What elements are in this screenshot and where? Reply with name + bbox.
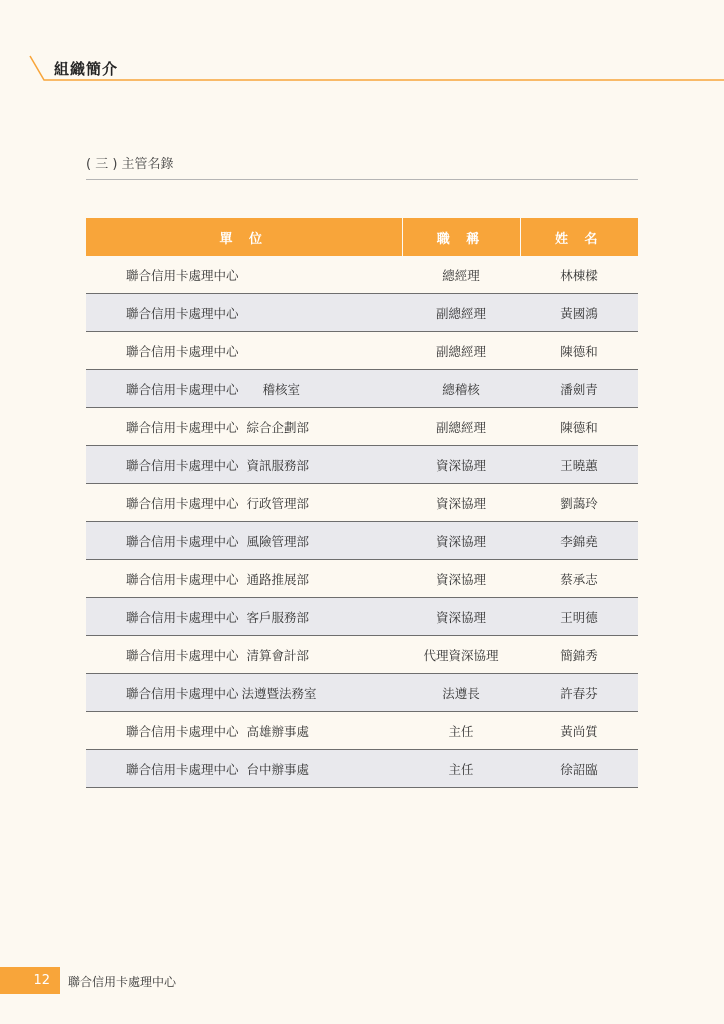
unit-org: 聯合信用卡處理中心 xyxy=(126,723,239,739)
unit-dept: 稽核室 xyxy=(262,381,301,397)
unit-dept: 行政管理部 xyxy=(246,495,310,511)
cell-title: 資深協理 xyxy=(402,598,520,636)
table-row xyxy=(86,560,638,598)
table-row xyxy=(86,294,638,332)
cell-name: 劉藹玲 xyxy=(520,484,638,522)
cell-name: 陳德和 xyxy=(520,332,638,370)
cell-name: 許春芬 xyxy=(520,674,638,712)
cell-unit xyxy=(86,446,402,484)
unit-dept: 高雄辦事處 xyxy=(246,723,310,739)
cell-title: 主任 xyxy=(402,712,520,750)
cell-unit xyxy=(86,560,402,598)
page-number-badge xyxy=(0,967,60,994)
unit-org: 聯合信用卡處理中心 xyxy=(126,457,239,473)
table-header-row xyxy=(86,218,638,256)
cell-title: 副總經理 xyxy=(402,332,520,370)
cell-title: 副總經理 xyxy=(402,408,520,446)
unit-org: 聯合信用卡處理中心 xyxy=(126,495,239,511)
cell-unit xyxy=(86,408,402,446)
unit-org: 聯合信用卡處理中心 xyxy=(126,761,239,777)
unit-dept: 通路推展部 xyxy=(246,571,310,587)
cell-name: 王明德 xyxy=(520,598,638,636)
cell-title: 主任 xyxy=(402,750,520,788)
cell-title: 代理資深協理 xyxy=(402,636,520,674)
unit-dept: 法遵暨法務室 xyxy=(241,685,317,701)
cell-title: 總經理 xyxy=(402,256,520,294)
cell-title: 總稽核 xyxy=(402,370,520,408)
unit-org: 聯合信用卡處理中心 xyxy=(126,533,239,549)
cell-unit xyxy=(86,674,402,712)
unit-org: 聯合信用卡處理中心 xyxy=(126,571,239,587)
cell-unit xyxy=(86,332,402,370)
unit-dept: 清算會計部 xyxy=(246,647,310,663)
unit-org: 聯合信用卡處理中心 xyxy=(126,381,239,397)
header-title: 職 稱 xyxy=(402,218,520,256)
table-row xyxy=(86,446,638,484)
table-row xyxy=(86,370,638,408)
cell-unit xyxy=(86,370,402,408)
cell-name: 林棟樑 xyxy=(520,256,638,294)
cell-name: 徐詔臨 xyxy=(520,750,638,788)
cell-title: 資深協理 xyxy=(402,522,520,560)
cell-unit xyxy=(86,750,402,788)
table-row xyxy=(86,256,638,294)
section-title: ( 三 ) 主管名錄 xyxy=(86,157,174,172)
cell-name: 黃國鴻 xyxy=(520,294,638,332)
cell-name: 黃尚質 xyxy=(520,712,638,750)
table-row xyxy=(86,408,638,446)
cell-name: 李錦堯 xyxy=(520,522,638,560)
cell-name: 簡錦秀 xyxy=(520,636,638,674)
unit-dept: 風險管理部 xyxy=(246,533,310,549)
unit-org: 聯合信用卡處理中心 xyxy=(126,267,239,283)
unit-org: 聯合信用卡處理中心 xyxy=(126,609,239,625)
table-row xyxy=(86,598,638,636)
cell-unit xyxy=(86,484,402,522)
table-row xyxy=(86,522,638,560)
unit-org: 聯合信用卡處理中心 xyxy=(126,685,239,701)
cell-title: 資深協理 xyxy=(402,484,520,522)
cell-unit xyxy=(86,598,402,636)
cell-name: 潘劍青 xyxy=(520,370,638,408)
header-unit: 單 位 xyxy=(86,218,402,256)
page-header xyxy=(0,0,724,90)
cell-title: 副總經理 xyxy=(402,294,520,332)
section-divider xyxy=(86,179,638,180)
cell-unit xyxy=(86,522,402,560)
unit-org: 聯合信用卡處理中心 xyxy=(126,343,239,359)
unit-dept: 客戶服務部 xyxy=(246,609,310,625)
cell-name: 蔡承志 xyxy=(520,560,638,598)
table-row xyxy=(86,484,638,522)
cell-unit xyxy=(86,294,402,332)
table-row xyxy=(86,332,638,370)
cell-unit xyxy=(86,712,402,750)
page-number: 12 xyxy=(33,973,50,988)
cell-title: 資深協理 xyxy=(402,446,520,484)
unit-org: 聯合信用卡處理中心 xyxy=(126,647,239,663)
cell-unit xyxy=(86,636,402,674)
table-row xyxy=(86,712,638,750)
table-row xyxy=(86,674,638,712)
unit-org: 聯合信用卡處理中心 xyxy=(126,419,239,435)
cell-unit xyxy=(86,256,402,294)
unit-org: 聯合信用卡處理中心 xyxy=(126,305,239,321)
footer-org-name: 聯合信用卡處理中心 xyxy=(68,975,177,989)
table-body xyxy=(86,256,638,788)
page-title: 組織簡介 xyxy=(54,60,119,78)
unit-dept: 台中辦事處 xyxy=(246,761,310,777)
unit-dept: 綜合企劃部 xyxy=(246,419,310,435)
cell-title: 資深協理 xyxy=(402,560,520,598)
unit-dept: 資訊服務部 xyxy=(246,457,310,473)
cell-name: 王曉蕙 xyxy=(520,446,638,484)
table-row xyxy=(86,636,638,674)
cell-title: 法遵長 xyxy=(402,674,520,712)
table-row xyxy=(86,750,638,788)
management-table xyxy=(86,218,638,788)
cell-name: 陳德和 xyxy=(520,408,638,446)
header-name: 姓 名 xyxy=(520,218,638,256)
